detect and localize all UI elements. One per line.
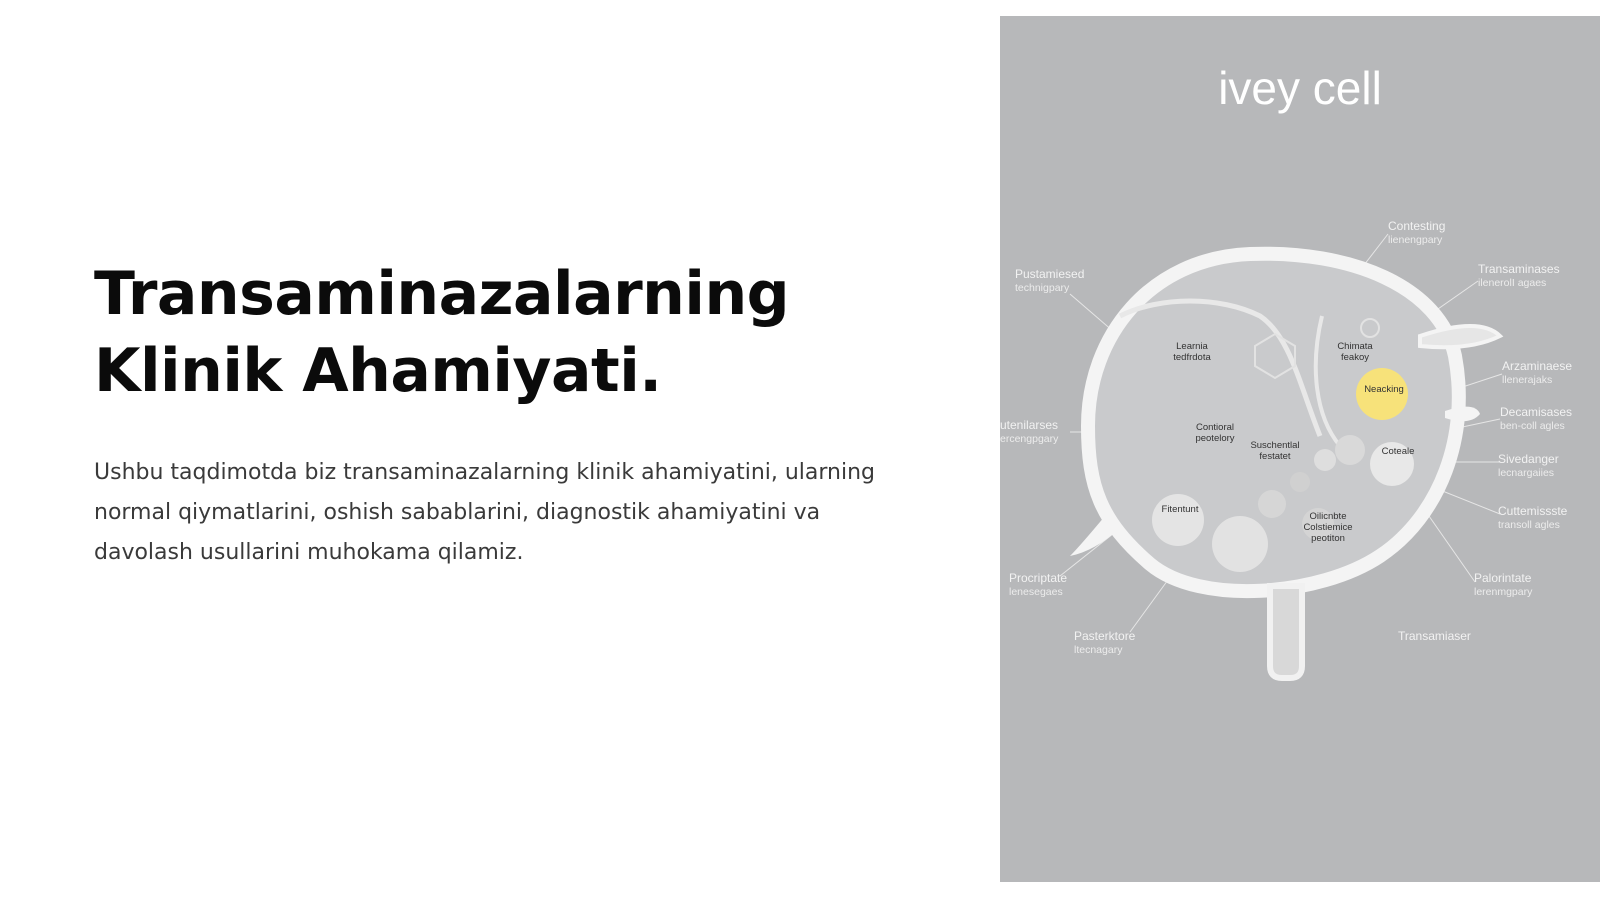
inner-label-learnia-sub: tedfrdota [1173,352,1211,363]
slide-title-line-1: Transaminazalarning [94,259,790,329]
label-pustamiesed: Pustamiesed [1015,267,1085,281]
label-arzaminaese: Arzaminaese [1502,359,1573,373]
label-pasterktore-sub: ltecnagary [1074,644,1123,656]
label-transaminases-sub: ilenerolI agaes [1478,277,1547,289]
inner-label-contioral: Contioral [1195,422,1235,433]
inner-label-coteale: Coteale [1381,446,1415,457]
cell-body [1070,254,1500,678]
label-procriptate: Procriptate [1009,571,1068,585]
inner-label-suschentlal: Suschentlal [1250,440,1300,451]
slide-description: Ushbu taqdimotda biz transaminazalarning klinik ahamiyatini, ularning normal qiymatlarini, oshish sabablarini, diagnostik ahamiyatini va davolash usullarini muhokama qilamiz. [94,460,876,565]
label-utenilarses: utenilarses [1000,418,1059,432]
label-decamisases-sub: ben-coll agles [1500,420,1565,432]
inner-label-fitentunt: Fitentunt [1161,504,1199,515]
label-utenilarses-sub: ercengpgary [1000,433,1059,445]
label-decamisases: Decamisases [1500,405,1573,419]
inner-label-neacking: Neacking [1364,384,1404,395]
inner-label-chimata-sub: feakoy [1341,352,1369,363]
label-cuttemissste: Cuttemissste [1498,504,1568,518]
inner-label-peotiton: peotiton [1311,533,1345,544]
label-sivedanger-sub: lecnargaiies [1498,467,1555,479]
label-pustamiesed-sub: technigpary [1015,282,1070,294]
slide-title-line-2: Klinik Ahamiyati. [94,336,662,406]
inner-label-learnia: Learnia [1176,341,1208,352]
cell-illustration [1000,16,1600,882]
inner-label-contioral-sub: peotelory [1195,433,1235,444]
label-arzaminaese-sub: llenerajaks [1502,374,1553,386]
label-sivedanger: Sivedanger [1498,452,1559,466]
label-contesting-sub: lienengpary [1388,234,1443,246]
illustration-title: ivey cell [1218,62,1382,114]
label-palorintate: Palorintate [1474,571,1532,585]
inner-label-suschentlal-sub: festatet [1259,451,1291,462]
inner-label-chimata: Chimata [1337,341,1373,352]
label-palorintate-sub: lerenmgpary [1474,586,1533,598]
label-procriptate-sub: lenesegaes [1009,586,1063,598]
label-cuttemissste-sub: transoll agles [1498,519,1560,531]
inner-label-oilicnbte: Oilicnbte [1309,511,1347,522]
label-transamiaser: Transamiaser [1398,629,1471,643]
cell-diagram [1000,16,1600,882]
label-transaminases: Transaminases [1478,262,1560,276]
label-pasterktore: Pasterktore [1074,629,1136,643]
inner-label-colstiemice: Colstiemice [1303,522,1353,533]
slide-title [94,256,914,410]
label-contesting: Contesting [1388,219,1446,233]
